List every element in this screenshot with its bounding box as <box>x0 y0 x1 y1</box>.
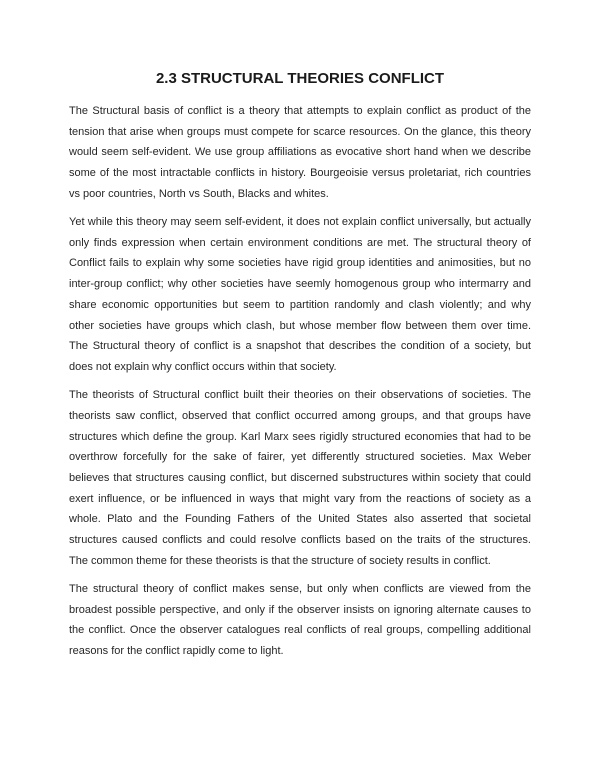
paragraph-conclusion: The structural theory of conflict makes sense, but only when conflicts are viewed from the broadest possible perspective, and only if the observer insists on ignoring alternate causes to the conflict. Once the observer catalogues real conflicts of real groups, compelling additional reasons for the conflict rapidly come to light. <box>69 582 531 658</box>
section-heading: 2.3 STRUCTURAL THEORIES CONFLICT <box>155 70 445 87</box>
paragraph-limitations: Yet while this theory may seem self-evident, it does not explain conflict universally, but actually only finds expression when certain environment conditions are met. The structural theory of Conflict fails to explain why some societies have rigid group identities and animosities, but no inter-group conflict; why other societies have seemly homogenous group who intermarry and share economic opportunities but seem to partition randomly and clash violently; and why other societies have groups which clash, but whose member flow between them over time. The Structural theory of conflict is a snapshot that describes the condition of a society, but does not explain why conflict occurs within that society. <box>69 216 531 373</box>
paragraph-structural-basis: The Structural basis of conflict is a theory that attempts to explain conflict as product of the tension that arise when groups must compete for scarce resources. On the glance, this theory would seem self-evident. We use group affiliations as evocative short hand when we describe some of the most intractable conflicts in history. Bourgeoisie versus proletariat, rich countries vs poor countries, North vs South, Blacks and whites. <box>69 105 531 200</box>
paragraph-theorists: The theorists of Structural conflict built their theories on their observations of societies. The theorists saw conflict, observed that conflict occurred among groups, and that groups have structures which define the group. Karl Marx sees rigidly structured economies that had to be overthrow forcefully for the sake of fairer, yet differently structured societies. Max Weber believes that structures causing conflict, but discerned substructures within society that could exert influence, or be influenced in ways that might vary from the reactions of society as a whole. Plato and the Founding Fathers of the United States also asserted that societal structures caused conflicts and could resolve conflicts based on the traits of the structures. The common theme for these theorists is that the structure of society results in conflict. <box>69 389 531 567</box>
section-body <box>69 101 531 669</box>
